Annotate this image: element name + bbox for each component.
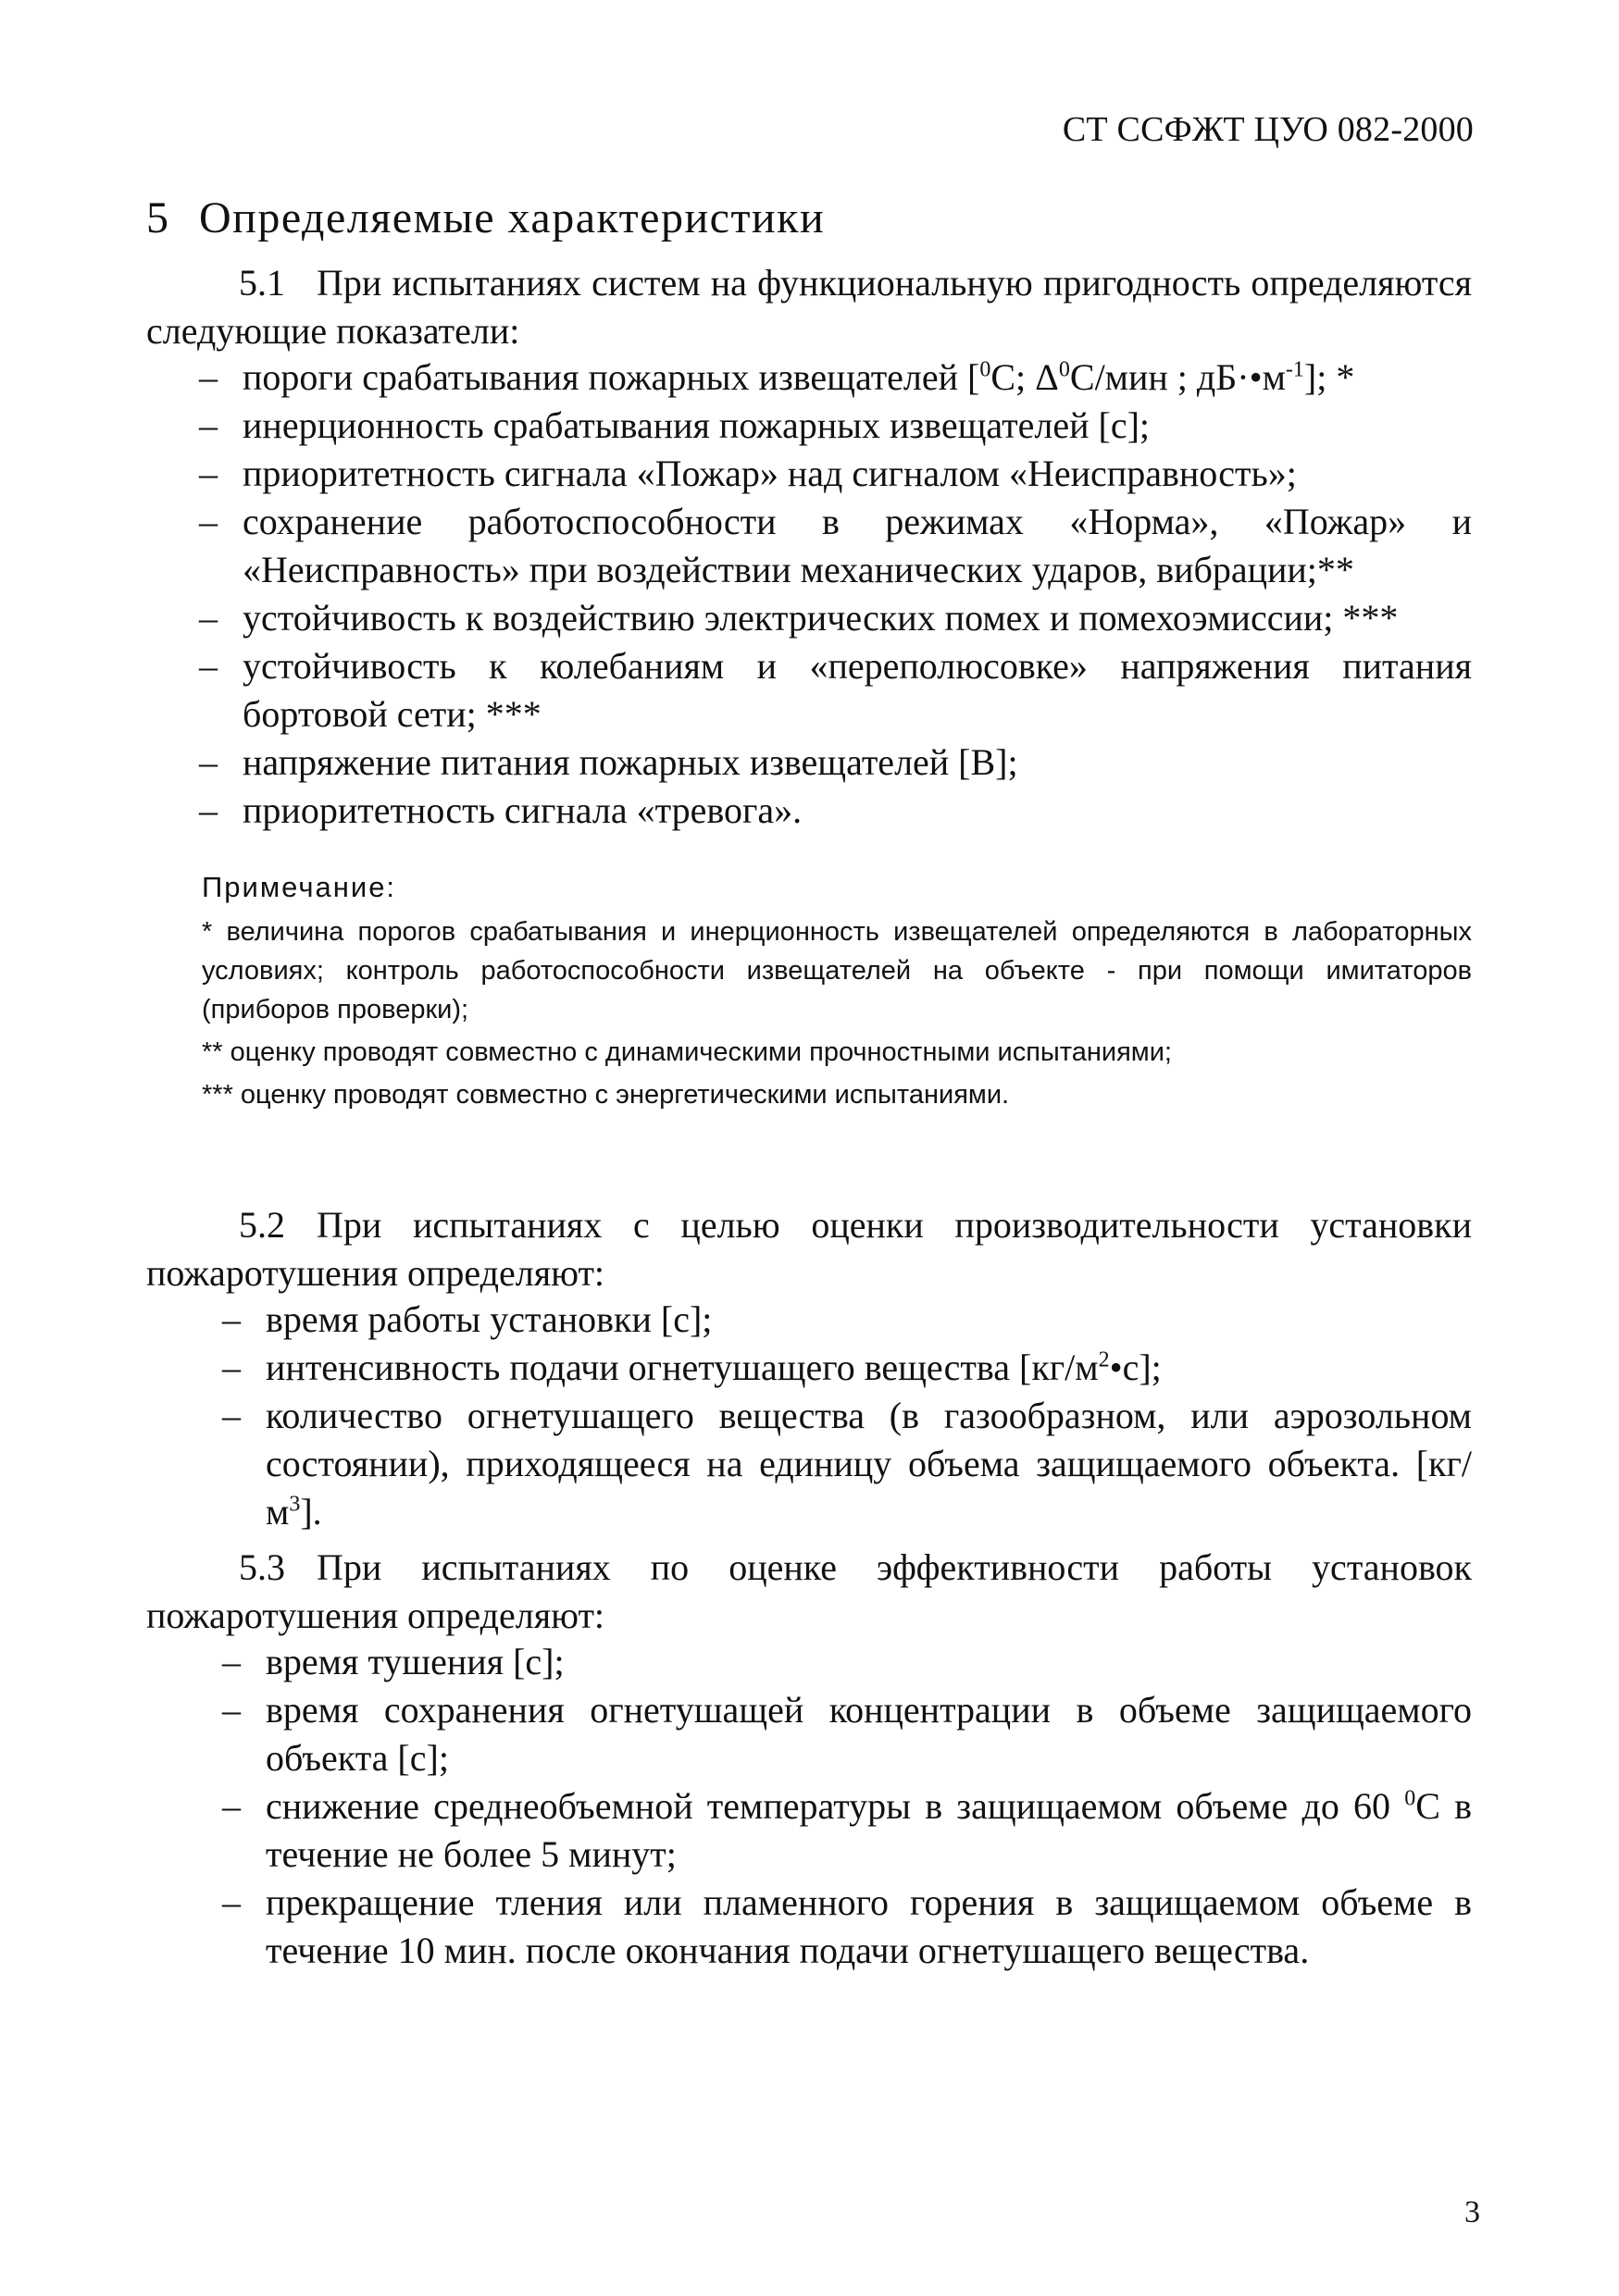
note-line: * величина порогов срабатывания и инерционность извещателей определяются в лабораторных условиях; контроль работоспособности извещателей на объекте - при помощи имитаторов (приборов проверки);: [202, 917, 1472, 1024]
list-5-1: [199, 354, 1472, 835]
list-item: – устойчивость к воздействию электрических помех и помехоэмиссии; ***: [199, 594, 1472, 642]
list-5-2: [222, 1296, 1472, 1536]
list-item: – прекращение тления или пламенного горения в защищаемом объеме в течение 10 мин. после окончания подачи огнетушащего вещества.: [222, 1879, 1472, 1975]
dash-marker: –: [222, 1689, 241, 1731]
list-item: – инерционность срабатывания пожарных извещателей [с];: [199, 402, 1472, 450]
note-line: ** оценку проводят совместно с динамическими прочностными испытаниями;: [202, 1037, 1172, 1067]
list-item: – приоритетность сигнала «тревога».: [199, 787, 1472, 835]
dash-marker: –: [199, 741, 218, 783]
dash-marker: –: [199, 597, 218, 639]
list-item: – интенсивность подачи огнетушащего вещества $[кг/м^2•с]$;: [222, 1344, 1472, 1392]
dash-marker: –: [222, 1785, 241, 1827]
dash-marker: –: [199, 404, 218, 446]
list-item: – время тушения [с];: [222, 1638, 1472, 1686]
list-item: – время работы установки [с];: [222, 1296, 1472, 1344]
dash-marker: –: [199, 645, 218, 687]
note-heading: Примечание:: [202, 871, 397, 903]
section-number: 5: [146, 193, 170, 242]
paragraph-number: 5.2: [239, 1204, 285, 1246]
section-title-text: Определяемые характеристики: [199, 193, 826, 242]
list-item: – приоритетность сигнала «Пожар» над сигналом «Неисправность»;: [199, 450, 1472, 498]
paragraph-5-1: [146, 259, 1472, 355]
document-code: СТ ССФЖТ ЦУО 082-2000: [1062, 110, 1474, 149]
section-title: [146, 192, 825, 243]
list-5-3: [222, 1638, 1472, 1975]
list-item: – время сохранения огнетушащей концентрации в объеме защищаемого объекта [с];: [222, 1686, 1472, 1782]
list-item: – снижение среднеобъемной температуры в защищаемом объеме до 60 $^0$С в течение не более 5 минут;: [222, 1782, 1472, 1879]
paragraph-text: При испытаниях с целью оценки производительности установки пожаротушения определяют:: [146, 1204, 1472, 1294]
page-number: 3: [1464, 2195, 1480, 2229]
dash-marker: –: [222, 1881, 241, 1923]
paragraph-5-2: [146, 1201, 1472, 1297]
list-item: – сохранение работоспособности в режимах «Норма», «Пожар» и «Неисправность» при воздействии механических ударов, вибрации;**: [199, 498, 1472, 594]
paragraph-number: 5.3: [239, 1546, 285, 1588]
dash-marker: –: [222, 1347, 241, 1388]
list-item: – пороги срабатывания пожарных извещателей [$^0$С; $\Delta^0С$/мин ; $дБ\cdot•м^{-1}$]; *: [199, 354, 1472, 402]
dash-marker: –: [222, 1298, 241, 1340]
note-line: *** оценку проводят совместно с энергетическими испытаниями.: [202, 1080, 1010, 1110]
note-block: [202, 868, 1472, 1114]
dash-marker: –: [199, 501, 218, 542]
list-item: – количество огнетушащего вещества (в газообразном, или аэрозольном состоянии), приходящееся на единицу объема защищаемого объекта. $[кг/м^3]$.: [222, 1392, 1472, 1536]
list-item: – напряжение питания пожарных извещателей [В];: [199, 738, 1472, 787]
paragraph-text: При испытаниях систем на функциональную пригодность определяются следующие показатели:: [146, 262, 1472, 352]
paragraph-number: 5.1: [239, 262, 285, 304]
list-item: – устойчивость к колебаниям и «переполюсовке» напряжения питания бортовой сети; ***: [199, 642, 1472, 738]
dash-marker: –: [199, 789, 218, 831]
dash-marker: –: [199, 356, 218, 398]
dash-marker: –: [222, 1395, 241, 1436]
paragraph-text: При испытаниях по оценке эффективности работы установок пожаротушения определяют:: [146, 1546, 1472, 1636]
dash-marker: –: [199, 453, 218, 494]
paragraph-5-3: [146, 1544, 1472, 1640]
dash-marker: –: [222, 1641, 241, 1682]
